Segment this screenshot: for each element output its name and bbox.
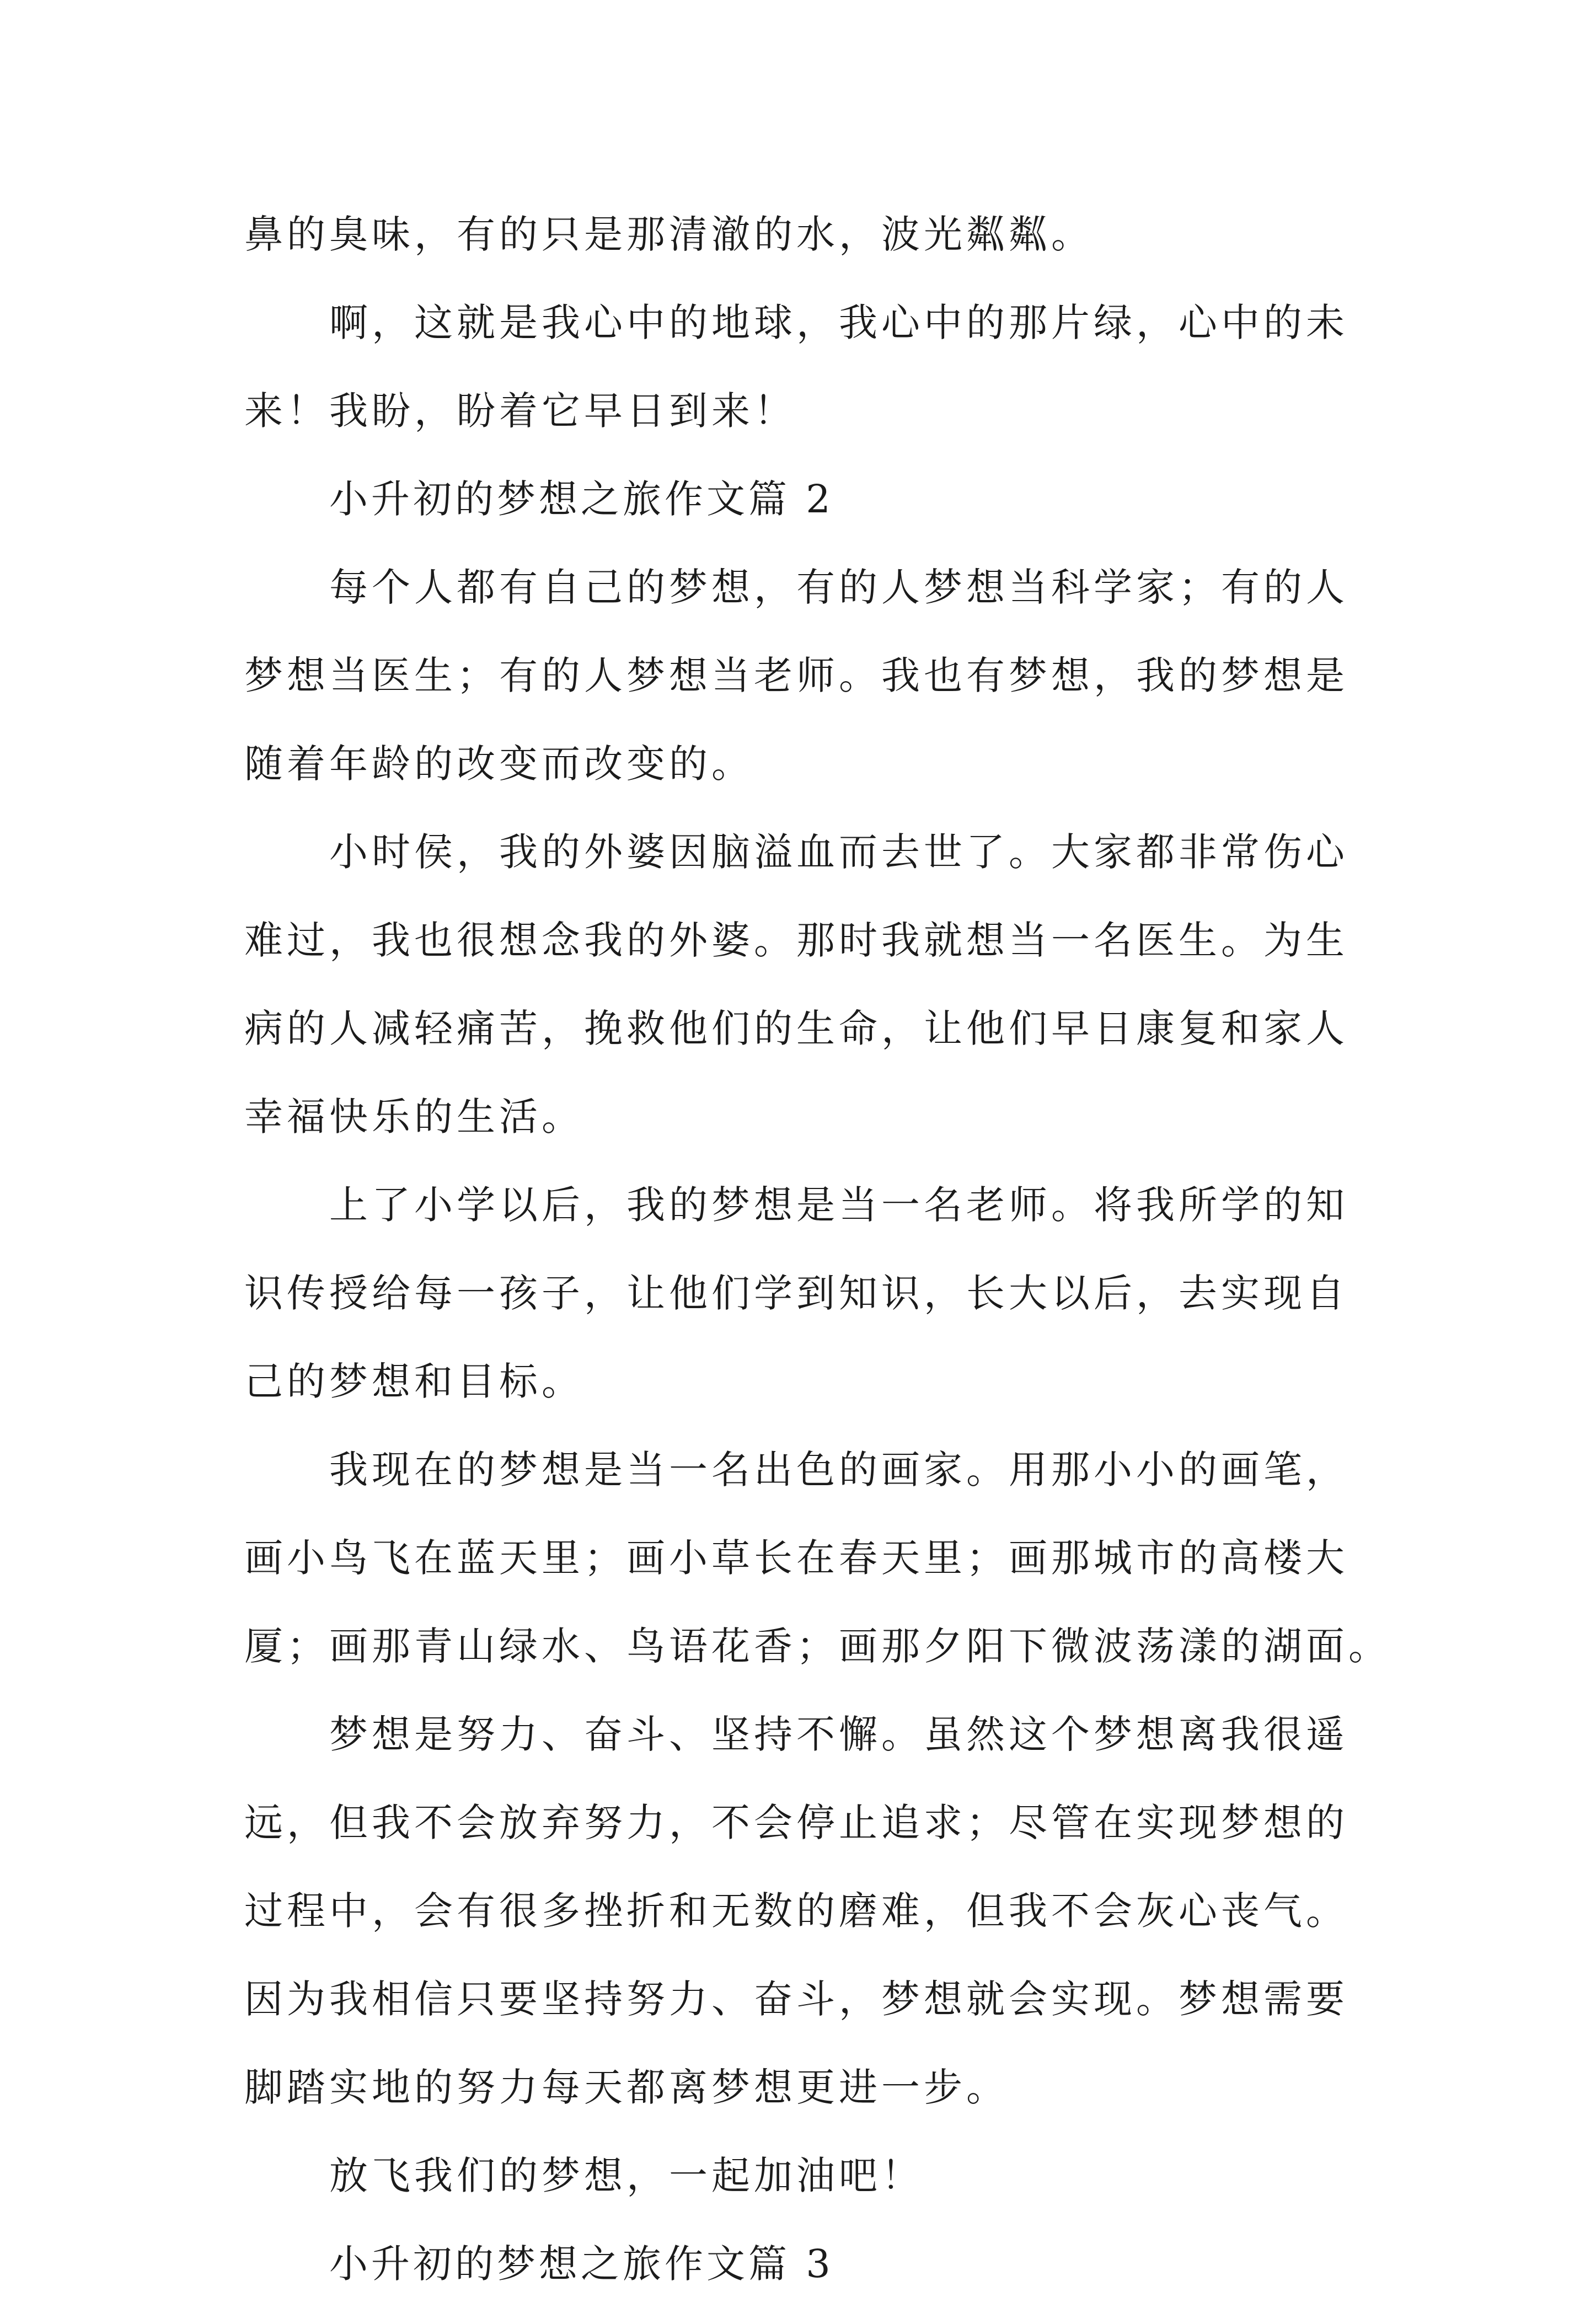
document-body — [244, 190, 1391, 2308]
text-line: 脚踏实地的努力每天都离梦想更进一步。 — [244, 2065, 1009, 2110]
text-line: 上了小学以后，我的梦想是当一名老师。将我所学的知 — [329, 1182, 1348, 1228]
text-line: 因为我相信只要坚持努力、奋斗，梦想就会实现。梦想需要 — [244, 1977, 1348, 2022]
paragraph-dream-effort — [244, 1690, 1369, 2132]
essay-heading-3 — [244, 2220, 1369, 2308]
paragraph-everyone-dreams — [244, 543, 1369, 808]
text-line: 来！我盼，盼着它早日到来！ — [244, 388, 796, 433]
essay-heading-2 — [244, 455, 1369, 543]
text-line: 我现在的梦想是当一名出色的画家。用那小小的画笔， — [329, 1447, 1348, 1492]
text-line: 难过，我也很想念我的外婆。那时我就想当一名医生。为生 — [244, 918, 1348, 963]
paragraph-continuation — [244, 190, 1369, 279]
text-line: 过程中，会有很多挫折和无数的磨难，但我不会灰心丧气。 — [244, 1888, 1348, 1934]
text-line: 己的梦想和目标。 — [244, 1359, 584, 1404]
text-line: 梦想是努力、奋斗、坚持不懈。虽然这个梦想离我很遥 — [329, 1712, 1348, 1757]
text-line: 画小鸟飞在蓝天里；画小草长在春天里；画那城市的高楼大 — [244, 1535, 1348, 1581]
text-line: 病的人减轻痛苦，挽救他们的生命，让他们早日康复和家人 — [244, 1006, 1348, 1051]
text-line: 每个人都有自己的梦想，有的人梦想当科学家；有的人 — [329, 565, 1348, 610]
paragraph-painter-dream — [244, 1426, 1391, 1690]
text-line: 放飞我们的梦想，一起加油吧！ — [329, 2153, 924, 2198]
text-line: 厦；画那青山绿水、鸟语花香；画那夕阳下微波荡漾的湖面。 — [244, 1624, 1391, 1669]
text-line: 鼻的臭味，有的只是那清澈的水，波光粼粼。 — [244, 212, 1094, 257]
paragraph-let-dreams-fly — [244, 2132, 1369, 2220]
text-line: 啊，这就是我心中的地球，我心中的那片绿，心中的未 — [329, 300, 1348, 345]
text-line: 识传授给每一孩子，让他们学到知识，长大以后，去实现自 — [244, 1271, 1348, 1316]
text-line: 远，但我不会放弃努力，不会停止追求；尽管在实现梦想的 — [244, 1800, 1348, 1845]
heading-text: 小升初的梦想之旅作文篇 3 — [329, 2241, 834, 2286]
heading-text: 小升初的梦想之旅作文篇 2 — [329, 476, 834, 522]
text-line: 小时侯，我的外婆因脑溢血而去世了。大家都非常伤心 — [329, 829, 1348, 875]
text-line: 随着年龄的改变而改变的。 — [244, 741, 754, 786]
paragraph-earth-future — [244, 279, 1369, 455]
text-line: 梦想当医生；有的人梦想当老师。我也有梦想，我的梦想是 — [244, 653, 1348, 698]
paragraph-teacher-dream — [244, 1161, 1369, 1426]
paragraph-childhood-doctor — [244, 808, 1369, 1161]
text-line: 幸福快乐的生活。 — [244, 1094, 584, 1139]
